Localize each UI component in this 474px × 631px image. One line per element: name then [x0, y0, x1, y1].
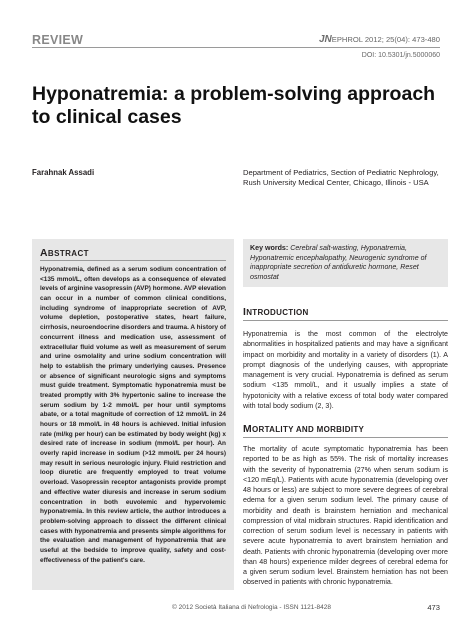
- abstract-text: Hyponatremia, defined as a serum sodium concentration of <135 mmol/L, often develops as a consequence of elevated levels of arginine vasopressin (AVP) hormone. AVP elevation can occur in a number of common clinical conditions, including syndrome of inappropriate secretion of AVP, volume depletion, postoperative states, heart failure, cirrhosis, neuroendocrine disorders and trauma. A history of concurrent illness and medication use, assessment of extracellular fluid volume as well as measurement of serum and urine osmolality and urine sodium concentration will help to establish the primary underlying causes. Presence or absence of significant neurologic signs and symptoms must guide treatment. Symptomatic hyponatremia must be treated promptly with 3% hypertonic saline to increase the serum sodium by 1-2 mmol/L per hour until symptoms abate, or a total magnitude of correction of 12 mmol/L in 24 hours or 18 mmol/L in 48 hours is achieved. Initial infusion rate (ml/kg per hour) can be estimated by body weight (kg) x desired rate of increase in sodium (mmol/L per hour). An overly rapid increase in sodium (>12 mmol/L per 24 hours) may result in serious neurologic injury. Fluid restriction and loop diuretic are frequently employed to treat volume overload. Vasopressin receptor antagonists provide prompt and effective water diuresis and increase in serum sodium concentration in both euvolemic and hypervolemic hyponatremia. In this review article, the author introduces a problem-solving approach to dissect the different clinical cases with hyponatremia and presents simple algorithms for the evaluation and management of hyponatremia that are useful at the bedside to improve quality, safety and cost-effectiveness of the patient's care.: [40, 266, 226, 564]
- author-affiliation: Department of Pediatrics, Section of Pediatric Nephrology, Rush University Medical Center, Chicago, Illinois - USA: [243, 168, 439, 188]
- page-number: 473: [427, 603, 440, 612]
- mortality-text: The mortality of acute symptomatic hyponatremia has been reported to be as high as 55%. The risk of mortality increases with the severity of hyponatremia (27% when serum sodium is <120 mEq/L). Patients with acute hyponatremia (developing over 48 hours or less) are subject to more severe degrees of cerebral edema for a given serum sodium level. The primary cause of morbidity and death is brainstem herniation and mechanical compression of vital midbrain structures. Rapid identification and correction of serum sodium level is necessary in patients with severe acute hyponatremia to avert brainstem herniation and death. Patients with chronic hyponatremia (developing over more than 48 hours) experience milder degrees of cerebral edema for a given serum sodium level. Brainstem herniation has not been observed in patients with chronic hyponatremia.: [243, 445, 448, 587]
- journal-citation: EPHROL 2012; 25(04): 473-480: [331, 35, 440, 44]
- doi-link[interactable]: DOI: 10.5301/jn.5000060: [361, 52, 440, 59]
- keywords-label: Key words:: [250, 244, 289, 252]
- mortality-divider: [243, 437, 448, 438]
- abstract-box: [32, 239, 234, 590]
- keywords-box: [243, 239, 448, 287]
- copyright-footer: © 2012 Società Italiana di Nefrologia - ISSN 1121-8428: [172, 604, 331, 611]
- journal-prefix: JN: [318, 34, 332, 45]
- section-label: REVIEW: [32, 33, 84, 47]
- article-title: Hyponatremia: a problem-solving approach to clinical cases: [32, 83, 436, 128]
- abstract-heading: ABSTRACT: [40, 248, 89, 259]
- journal-reference: [319, 34, 440, 45]
- introduction-heading: INTRODUCTION: [243, 307, 309, 318]
- abstract-divider: [40, 260, 226, 261]
- mortality-heading: MORTALITY AND MORBIDITY: [243, 424, 365, 435]
- introduction-divider: [243, 320, 448, 321]
- header-divider: [32, 47, 440, 48]
- keywords-text: Cerebral salt-wasting, Hyponatremia, Hyponatremic encephalopathy, Neurogenic syndrome of inappropriate secretion of antidiuretic hormone, Reset osmostat: [250, 244, 427, 281]
- introduction-text: Hyponatremia is the most common of the electrolyte abnormalities in hospitalized patients and may have a significant impact on morbidity and mortality in a variety of disorders (1). A prompt diagnosis of the underlying causes, with appropriate management is very crucial. Hyponatremia is defined as serum sodium <135 mmol/L, and it usually implies a state of hypotonicity with a relative excess of total body water compared with total body sodium (2, 3).: [243, 330, 448, 410]
- author-name: Farahnak Assadi: [32, 168, 95, 177]
- abstract-heading-text: BSTRACT: [47, 249, 89, 258]
